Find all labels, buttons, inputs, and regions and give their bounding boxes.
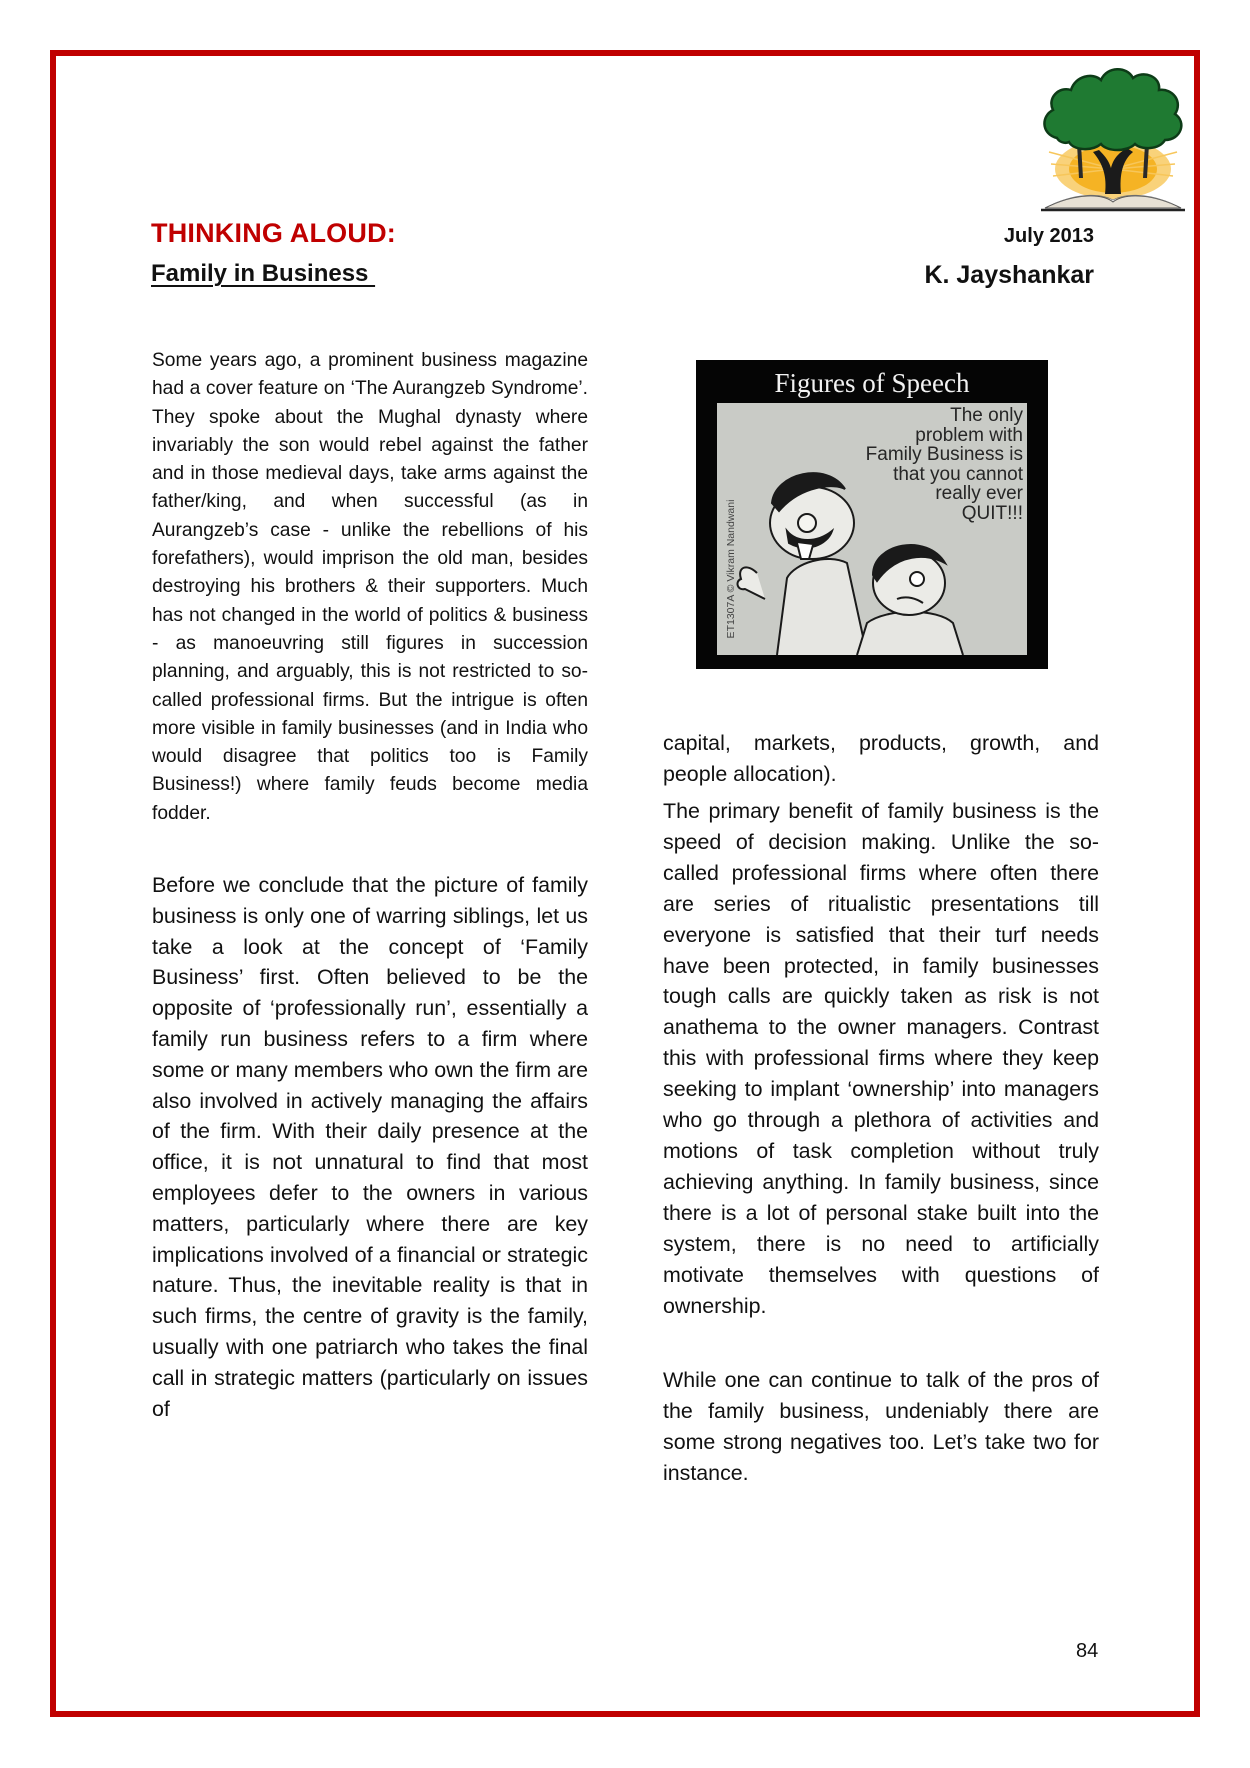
column-kicker-title: THINKING ALOUD: bbox=[151, 218, 396, 248]
caption-line: QUIT!!! bbox=[961, 502, 1023, 524]
body-paragraph-5: While one can continue to talk of the pros of the family business, undeniably there are some strong negatives too. Let’s take two for instance. bbox=[663, 1368, 1099, 1485]
body-paragraph-4: The primary benefit of family business is the speed of decision making. Unlike the so-called professional firms where often there are series of ritualistic presentations till everyone is satisfied that their turf needs have been protected, in family businesses tough calls are quickly taken as risk is not anathema to the owner managers. Contrast this with professional firms where they keep seeking to implant ‘ownership’ into managers who go through a plethora of activities and motions of task completion without truly achieving anything. In family business, since there is a lot of personal stake built into the system, there is no need to artificially motivate themselves with questions of ownership. bbox=[663, 799, 1099, 1318]
page-number: 84 bbox=[1076, 1640, 1099, 1662]
cartoon-credit: ET1307A © Vikram Nandwani bbox=[725, 499, 737, 639]
caption-line: Family Business is bbox=[865, 444, 1023, 465]
cartoon-panel bbox=[717, 403, 1027, 655]
cartoon-image bbox=[696, 360, 1048, 669]
cartoon-caption bbox=[866, 406, 1023, 523]
caption-line: problem with bbox=[915, 424, 1023, 446]
caption-line: really ever bbox=[935, 483, 1023, 504]
tree-foliage bbox=[1044, 69, 1181, 150]
caption-line: The only bbox=[950, 405, 1023, 426]
issue-date: July 2013 bbox=[1003, 225, 1094, 247]
cartoon-title: Figures of Speech bbox=[774, 368, 970, 398]
article-title: Family in Business bbox=[151, 260, 376, 287]
body-paragraph-2: Before we conclude that the picture of family business is only one of warring siblings, let us take a look at the concept of ‘Family Business’ first. Often believed to be the opposite of ‘professionally run’, essentially a family run business refers to a firm where some or many members who own the firm are also involved in actively managing the affairs of the firm. With their daily presence at the office, it is not unnatural to find that most employees defer to the owners in various matters, particularly where there are key implications involved of a financial or strategic nature. Thus, the inevitable reality is that in such firms, the centre of gravity is the family, usually with one patriarch who takes the final call in strategic matters (particularly on issues of bbox=[152, 873, 588, 1421]
body-paragraph-3: capital, markets, products, growth, and people allocation). bbox=[663, 731, 1099, 786]
body-paragraph-1: Some years ago, a prominent business magazine had a cover feature on ‘The Aurangzeb Syndrome’. They spoke about the Mughal dynasty where invariably the son would rebel against the father and in those medieval days, take arms against the father/king, and when successful (as in Aurangzeb’s case - unlike the rebellions of his forefathers), would imprison the old man, besides destroying his brothers & their supporters. Much has not changed in the world of politics & business - as manoeuvring still figures in succession planning, and arguably, this is not restricted to so-called professional firms. But the intrigue is often more visible in family businesses (and in India who would disagree that politics too is Family Business!) where family feuds become media fodder. bbox=[152, 350, 588, 824]
caption-line: that you cannot bbox=[893, 463, 1023, 485]
tree-book-logo-icon bbox=[1037, 64, 1189, 214]
author-name: K. Jayshankar bbox=[924, 261, 1094, 289]
